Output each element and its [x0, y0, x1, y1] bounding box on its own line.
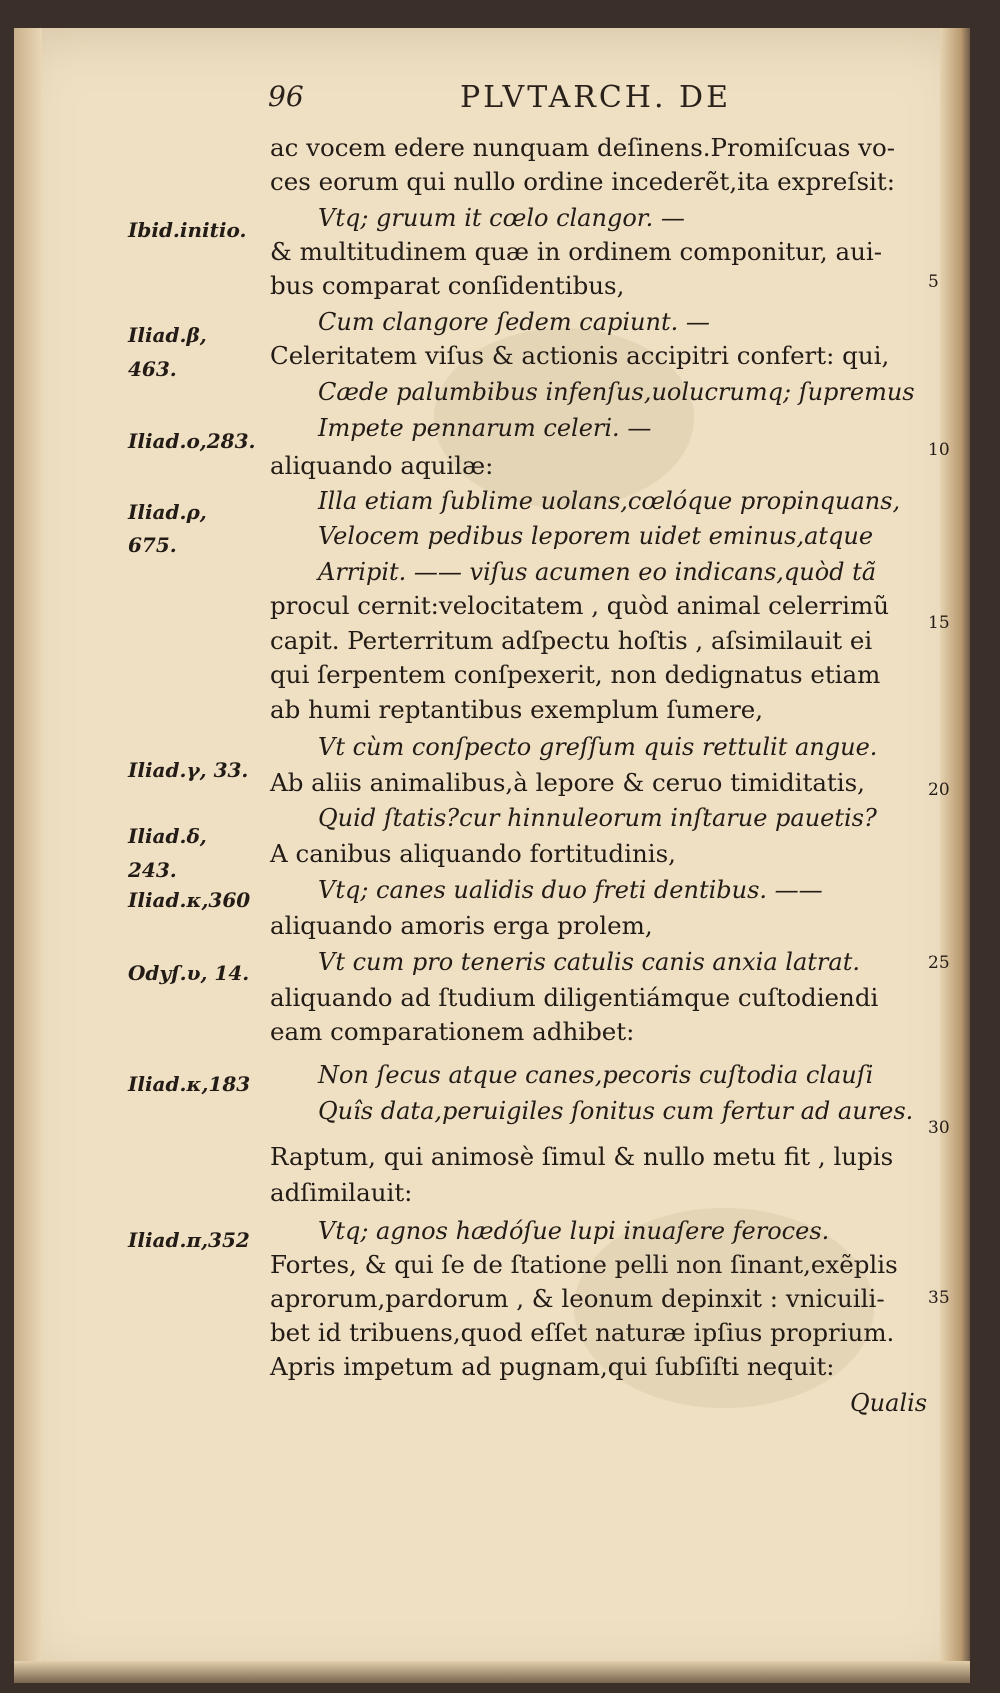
- verse-line: Vt cùm conſpecto greſſum quis rettulit angue.: [318, 733, 878, 761]
- text-line: Raptum, qui animosè ſimul & nullo metu fit , lupis: [270, 1142, 894, 1171]
- verse-line: Velocem pedibus leporem uidet eminus,atque: [318, 522, 874, 550]
- text-line: ces eorum qui nullo ordine incederẽt,ita expreſsit:: [270, 167, 895, 196]
- text-line: aliquando ad ſtudium diligentiámque cuſtodiendi: [270, 983, 879, 1012]
- margin-ref: 675.: [128, 533, 177, 557]
- margin-ref: Iliad.κ,183: [128, 1072, 251, 1096]
- verse-line: Cæde palumbibus infenſus,uolucrumq; ſupremus: [318, 378, 915, 406]
- text-line: procul cernit:velocitatem , quòd animal celerrimũ: [270, 591, 889, 620]
- text-line: capit. Perterritum adſpectu hoſtis , aſsimilauit ei: [270, 626, 873, 655]
- margin-ref: Iliad.δ,: [128, 824, 207, 848]
- line-number: 25: [928, 953, 950, 973]
- text-line: ac vocem edere nunquam deſinens.Promiſcuas vo-: [270, 133, 895, 162]
- margin-ref: Iliad.ρ,: [128, 500, 207, 524]
- text-line: bus comparat conſidentibus,: [270, 271, 625, 300]
- margin-ref: Iliad.κ,360: [128, 888, 251, 912]
- text-line: Fortes, & qui ſe de ſtatione pelli non ſinant,exẽplis: [270, 1250, 898, 1279]
- running-title: PLVTARCH. DE: [460, 80, 731, 115]
- verse-line: Impete pennarum celeri. —: [318, 414, 652, 442]
- line-number: 10: [928, 440, 950, 460]
- text-line: aliquando amoris erga prolem,: [270, 911, 653, 940]
- verse-line: Arripit. —— viſus acumen eo indicans,quòd tã: [318, 558, 877, 586]
- verse-line: Cum clangore ſedem capiunt. —: [318, 308, 710, 336]
- margin-ref: Iliad.π,352: [128, 1228, 250, 1252]
- text-line: aprorum,pardorum , & leonum depinxit : vnicuili-: [270, 1284, 885, 1313]
- text-line: eam comparationem adhibet:: [270, 1017, 635, 1046]
- margin-ref: Iliad.β,: [128, 323, 207, 347]
- text-line: adſimilauit:: [270, 1178, 413, 1207]
- page-header: [0, 80, 1000, 120]
- verse-line: Illa etiam ſublime uolans,cœlóque propinquans,: [318, 487, 901, 515]
- verse-line: Vtq; gruum it cœlo clangor. —: [318, 204, 685, 232]
- margin-ref: Odyſ.υ, 14.: [128, 961, 250, 985]
- line-number: 35: [928, 1288, 950, 1308]
- text-line: aliquando aquilæ:: [270, 451, 494, 480]
- verse-line: Quid ſtatis?cur hinnuleorum inſtarue pauetis?: [318, 804, 877, 832]
- margin-ref: Ibid.initio.: [128, 218, 247, 242]
- line-number: 30: [928, 1118, 950, 1138]
- verse-line: Vtq; agnos hædóſue lupi inuaſere feroces.: [318, 1217, 830, 1245]
- text-line: qui ſerpentem conſpexerit, non dedignatus etiam: [270, 660, 881, 689]
- text-line: Ab aliis animalibus,à lepore & ceruo timiditatis,: [270, 768, 865, 797]
- page-number: 96: [268, 80, 304, 113]
- verse-line: Quîs data,peruigiles ſonitus cum fertur ad aures.: [318, 1097, 914, 1125]
- line-number: 15: [928, 613, 950, 633]
- text-line: ab humi reptantibus exemplum ſumere,: [270, 695, 764, 724]
- margin-ref: 243.: [128, 858, 177, 882]
- text-line: Celeritatem viſus & actionis accipitri confert: qui,: [270, 341, 890, 370]
- verse-line: Vt cum pro teneris catulis canis anxia latrat.: [318, 948, 860, 976]
- text-line: Apris impetum ad pugnam,qui ſubſiſti nequit:: [270, 1352, 835, 1381]
- text-line: bet id tribuens,quod eſſet naturæ ipſius proprium.: [270, 1318, 895, 1347]
- margin-ref: Iliad.o,283.: [128, 429, 256, 453]
- margin-ref: 463.: [128, 357, 177, 381]
- text-line: & multitudinem quæ in ordinem componitur, aui-: [270, 237, 882, 266]
- page-foot-edge: [14, 1661, 970, 1683]
- catchword: Qualis: [850, 1389, 928, 1417]
- margin-ref: Iliad.γ, 33.: [128, 758, 249, 782]
- verse-line: Vtq; canes ualidis duo freti dentibus. ——: [318, 876, 823, 904]
- text-line: A canibus aliquando fortitudinis,: [270, 839, 676, 868]
- page-fore-edge: [940, 28, 970, 1683]
- verse-line: Non ſecus atque canes,pecoris cuſtodia clauſi: [318, 1061, 874, 1089]
- line-number: 20: [928, 780, 950, 800]
- line-number: 5: [928, 272, 939, 292]
- page-gutter: [14, 28, 42, 1683]
